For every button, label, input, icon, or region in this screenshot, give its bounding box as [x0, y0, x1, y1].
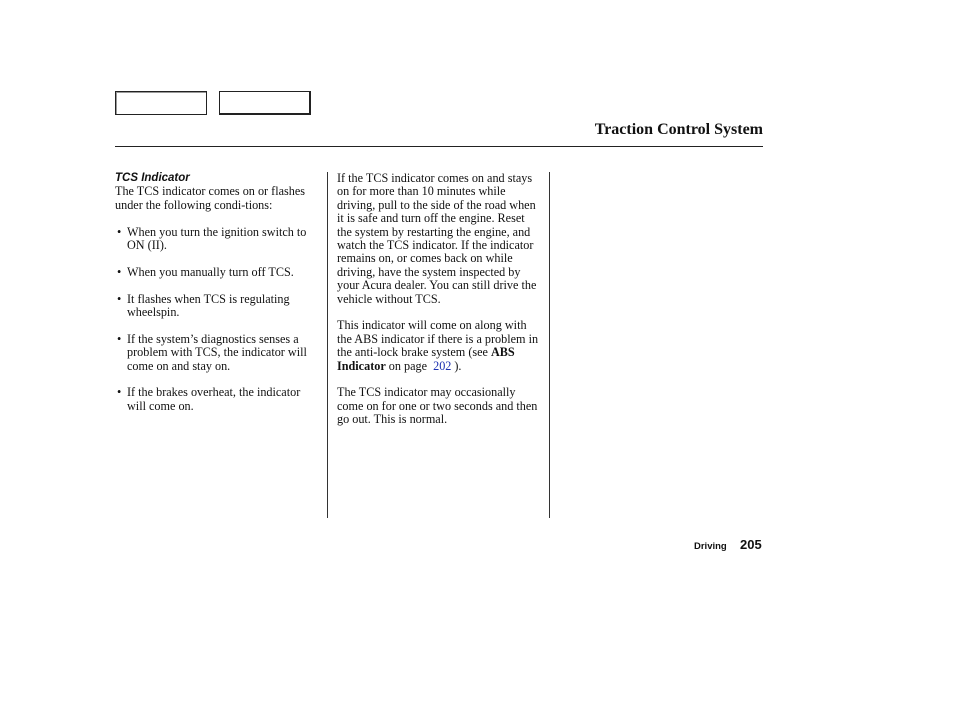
list-item: • If the system’s diagnostics senses a problem with TCS, the indicator will come on and stay on.: [115, 333, 320, 373]
paragraph-text: ).: [454, 358, 462, 373]
paragraph-text: on page: [388, 358, 428, 373]
page-number: 205: [740, 537, 762, 552]
paragraph-text: This indicator will come on along with the ABS indicator if there is a problem in the anti-lock brake system (see: [337, 318, 539, 360]
abs-indicator-reference: ABS Indicator: [337, 345, 515, 373]
page-202-link[interactable]: 202: [433, 358, 452, 373]
conditions-list: [115, 226, 320, 414]
column-divider: [327, 172, 328, 518]
nav-prev-button[interactable]: [115, 91, 207, 115]
column-left: [115, 172, 320, 427]
paragraph: [337, 319, 542, 373]
nav-next-button[interactable]: [219, 91, 311, 115]
title-divider: [115, 146, 763, 147]
section-subheading: TCS Indicator: [115, 172, 190, 184]
list-item: • When you turn the ignition switch to ON (II).: [115, 226, 320, 253]
intro-paragraph: The TCS indicator comes on or flashes under the following condi-tions:: [115, 184, 305, 212]
paragraph: The TCS indicator may occasionally come on for one or two seconds and then go out. This is normal.: [337, 385, 538, 427]
column-divider: [549, 172, 550, 518]
column-middle: [337, 172, 542, 440]
list-item: • It flashes when TCS is regulating wheelspin.: [115, 293, 320, 320]
footer-section-label: Driving: [694, 541, 727, 552]
paragraph: If the TCS indicator comes on and stays on for more than 10 minutes while driving, pull to the side of the road when it is safe and turn off the engine. Reset the system by restarting the engine, and watch the TCS indicator. If the indicator remains on, or comes back on while driving, have the system inspected by your Acura dealer. You can still drive the vehicle without TCS.: [337, 171, 537, 306]
list-item: • If the brakes overheat, the indicator will come on.: [115, 386, 320, 413]
list-item: • When you manually turn off TCS.: [115, 266, 320, 279]
page-title: Traction Control System: [594, 121, 763, 138]
